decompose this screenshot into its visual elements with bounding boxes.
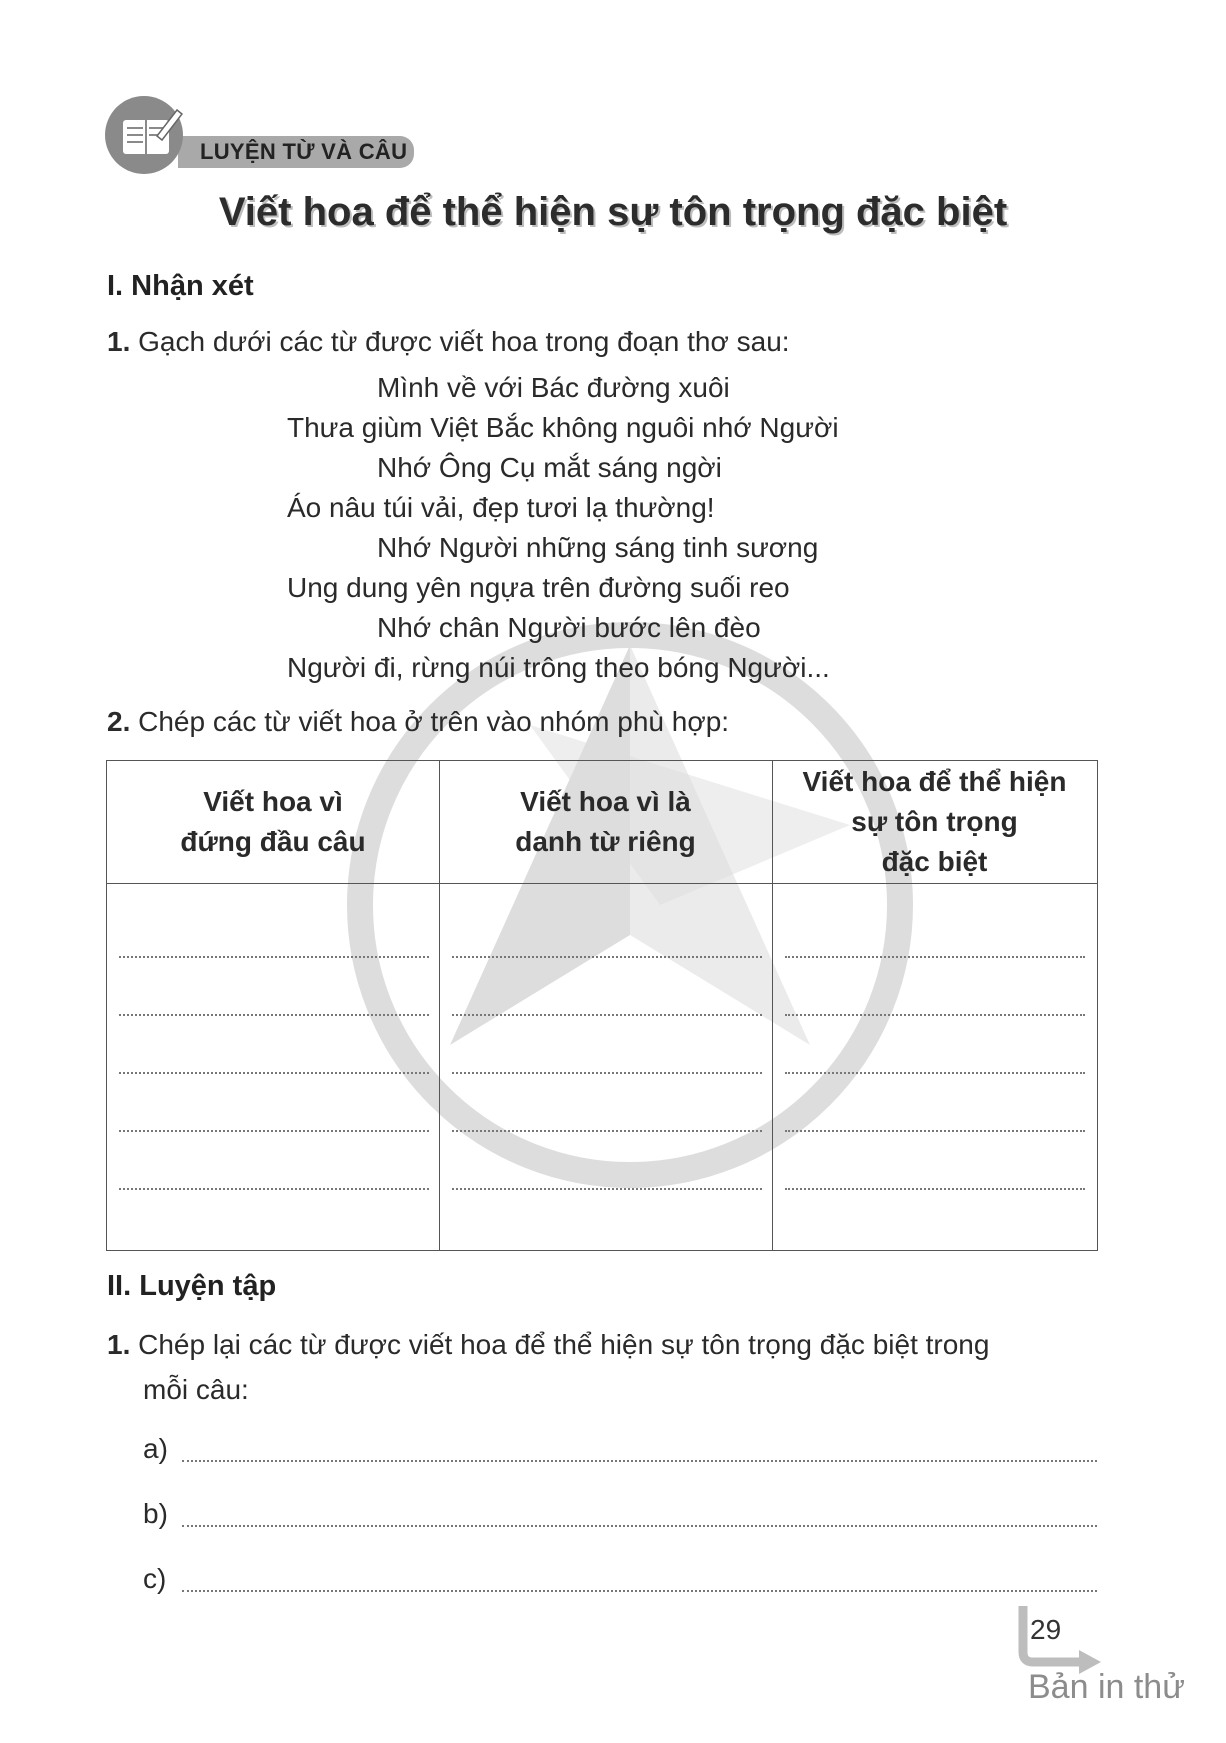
header-divider [107,883,1097,884]
answer-line[interactable] [785,1188,1085,1190]
part2-task1-instruction [107,1323,989,1367]
answer-label-a: a) [143,1433,168,1464]
answer-line[interactable] [119,1072,429,1074]
part2-heading: II. Luyện tập [107,1270,277,1302]
task-number: 1. [107,1329,131,1360]
answer-line-a[interactable] [182,1460,1097,1462]
task-text: Chép lại các từ được viết hoa để thể hiện sự tôn trọng đặc biệt trong [138,1329,990,1360]
task-text: Gạch dưới các từ được viết hoa trong đoạn thơ sau: [138,326,790,357]
part1-heading: I. Nhận xét [107,270,254,302]
task2-instruction [107,700,729,744]
book-pencil-icon [117,106,183,166]
answer-line[interactable] [119,1188,429,1190]
answer-line[interactable] [452,1188,762,1190]
task-text: Chép các từ viết hoa ở trên vào nhóm phù hợp: [138,706,730,737]
task-number: 2. [107,706,131,737]
answer-line[interactable] [452,1014,762,1016]
answer-line[interactable] [785,1130,1085,1132]
answer-line[interactable] [452,1130,762,1132]
answer-line[interactable] [119,1014,429,1016]
answer-line[interactable] [119,1130,429,1132]
poem-line: Nhớ Ông Cụ mắt sáng ngời [377,452,722,483]
table-header-sentence-start: Viết hoa vì đứng đầu câu [180,786,366,857]
answer-line[interactable] [452,1072,762,1074]
answer-line[interactable] [119,956,429,958]
grouping-table [106,760,1098,1251]
answer-label-b: b) [143,1498,168,1529]
poem-line: Người đi, rừng núi trông theo bóng Người... [287,652,830,683]
table-header-respect: Viết hoa để thể hiện sự tôn trọng đặc biệt [802,766,1067,877]
lesson-title: Viết hoa để thể hiện sự tôn trọng đặc biệt [218,190,1008,234]
table-header-proper-noun: Viết hoa vì là danh từ riêng [515,786,696,857]
answer-line[interactable] [452,956,762,958]
poem-line: Nhớ Người những sáng tinh sương [377,532,819,563]
poem-line: Ung dung yên ngựa trên đường suối reo [287,572,790,603]
answer-line-b[interactable] [182,1525,1097,1527]
print-proof-label: Bản in thử [1028,1668,1185,1706]
answer-line-c[interactable] [182,1590,1097,1592]
task1-instruction [107,320,790,364]
poem-line: Nhớ chân Người bước lên đèo [377,612,761,643]
poem-line: Thưa giùm Việt Bắc không nguôi nhớ Người [287,412,839,443]
task-text-continued: mỗi câu: [143,1374,249,1405]
answer-line[interactable] [785,1072,1085,1074]
task-number: 1. [107,326,131,357]
answer-line[interactable] [785,1014,1085,1016]
poem-line: Áo nâu túi vải, đẹp tươi lạ thường! [287,492,715,523]
section-label: LUYỆN TỪ VÀ CÂU [200,139,408,164]
answer-label-c: c) [143,1563,167,1594]
poem-line: Mình về với Bác đường xuôi [377,372,730,403]
answer-line[interactable] [785,956,1085,958]
page-number: 29 [1030,1614,1062,1645]
